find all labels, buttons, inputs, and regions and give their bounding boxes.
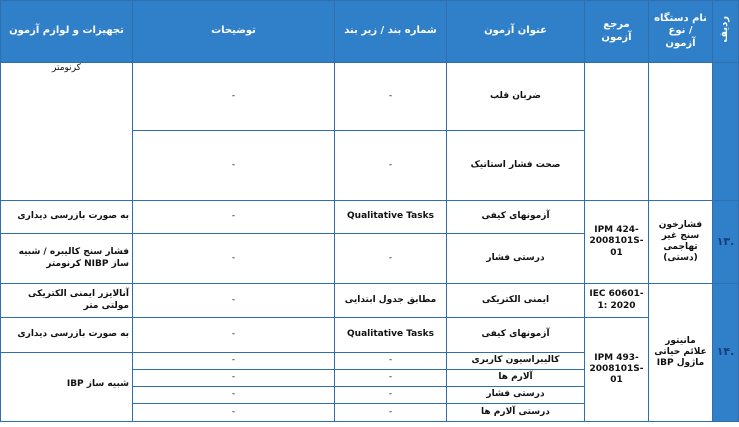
notes-cell: - — [133, 131, 335, 201]
clause-cell: - — [335, 234, 447, 284]
header-row-number: ردیف — [713, 1, 739, 63]
test-title-cell: ایمنی الکتریکی — [447, 284, 585, 318]
clause-cell: - — [335, 370, 447, 387]
test-title-cell: درستی فشار — [447, 387, 585, 404]
header-device: نام دستگاه / نوع آزمون — [649, 1, 713, 63]
equipment-cell: به صورت بازرسی دیداری — [1, 318, 133, 353]
reference-cell: IPM 493-2008101S-01 — [585, 318, 649, 422]
header-row — [1, 1, 739, 63]
test-title-cell: کالیبراسیون کاربری — [447, 353, 585, 370]
notes-cell: - — [133, 387, 335, 404]
notes-cell: - — [133, 284, 335, 318]
reference-cell: IPM 424-2008101S-01 — [585, 201, 649, 284]
clause-cell: - — [335, 387, 447, 404]
equipment-cell: به صورت بازرسی دیداری — [1, 201, 133, 234]
clause-cell: Qualitative Tasks — [335, 201, 447, 234]
test-title-cell: درستی فشار — [447, 234, 585, 284]
table-row — [1, 201, 739, 234]
notes-cell: - — [133, 370, 335, 387]
notes-cell: - — [133, 201, 335, 234]
notes-cell: - — [133, 234, 335, 284]
reference-cell: IEC 60601-1: 2020 — [585, 284, 649, 318]
table-row — [1, 318, 739, 353]
notes-cell: - — [133, 318, 335, 353]
equipment-cell: کرنومتر — [1, 63, 133, 201]
test-title-cell: درستی آلارم ها — [447, 404, 585, 422]
test-title-cell: آزمونهای کیفی — [447, 201, 585, 234]
header-equipment: تجهیزات و لوازم آزمون — [1, 1, 133, 63]
row-number-cell — [713, 63, 739, 201]
row-number-cell: .۱۴ — [713, 284, 739, 422]
test-title-cell: آزمونهای کیفی — [447, 318, 585, 353]
notes-cell: - — [133, 353, 335, 370]
header-notes: توضیحات — [133, 1, 335, 63]
reference-cell — [585, 63, 649, 201]
device-cell: مانیتور علائم حیاتی ماژول IBP — [649, 284, 713, 422]
device-cell — [649, 63, 713, 201]
clause-cell: - — [335, 353, 447, 370]
test-title-cell: صحت فشار استاتیک — [447, 131, 585, 201]
header-test-title: عنوان آزمون — [447, 1, 585, 63]
clause-cell: مطابق جدول ابتدایی — [335, 284, 447, 318]
clause-cell: - — [335, 63, 447, 131]
equipment-cell: آنالایزر ایمنی الکتریکی مولتی متر — [1, 284, 133, 318]
table-row — [1, 284, 739, 318]
notes-cell: - — [133, 404, 335, 422]
clause-cell: - — [335, 404, 447, 422]
test-title-cell: آلارم ها — [447, 370, 585, 387]
test-title-cell: ضربان قلب — [447, 63, 585, 131]
table-row — [1, 63, 739, 131]
header-clause: شماره بند / زیر بند — [335, 1, 447, 63]
clause-cell: - — [335, 131, 447, 201]
device-cell: فشارخون سنج غیر تهاجمی (دستی) — [649, 201, 713, 284]
equipment-cell: شبیه ساز IBP — [1, 353, 133, 422]
header-reference: مرجع آزمون — [585, 1, 649, 63]
row-number-cell: .۱۳ — [713, 201, 739, 284]
equipment-cell: فشار سنج کالیبره / شبیه ساز NIBP کرنومتر — [1, 234, 133, 284]
notes-cell: - — [133, 63, 335, 131]
clause-cell: Qualitative Tasks — [335, 318, 447, 353]
